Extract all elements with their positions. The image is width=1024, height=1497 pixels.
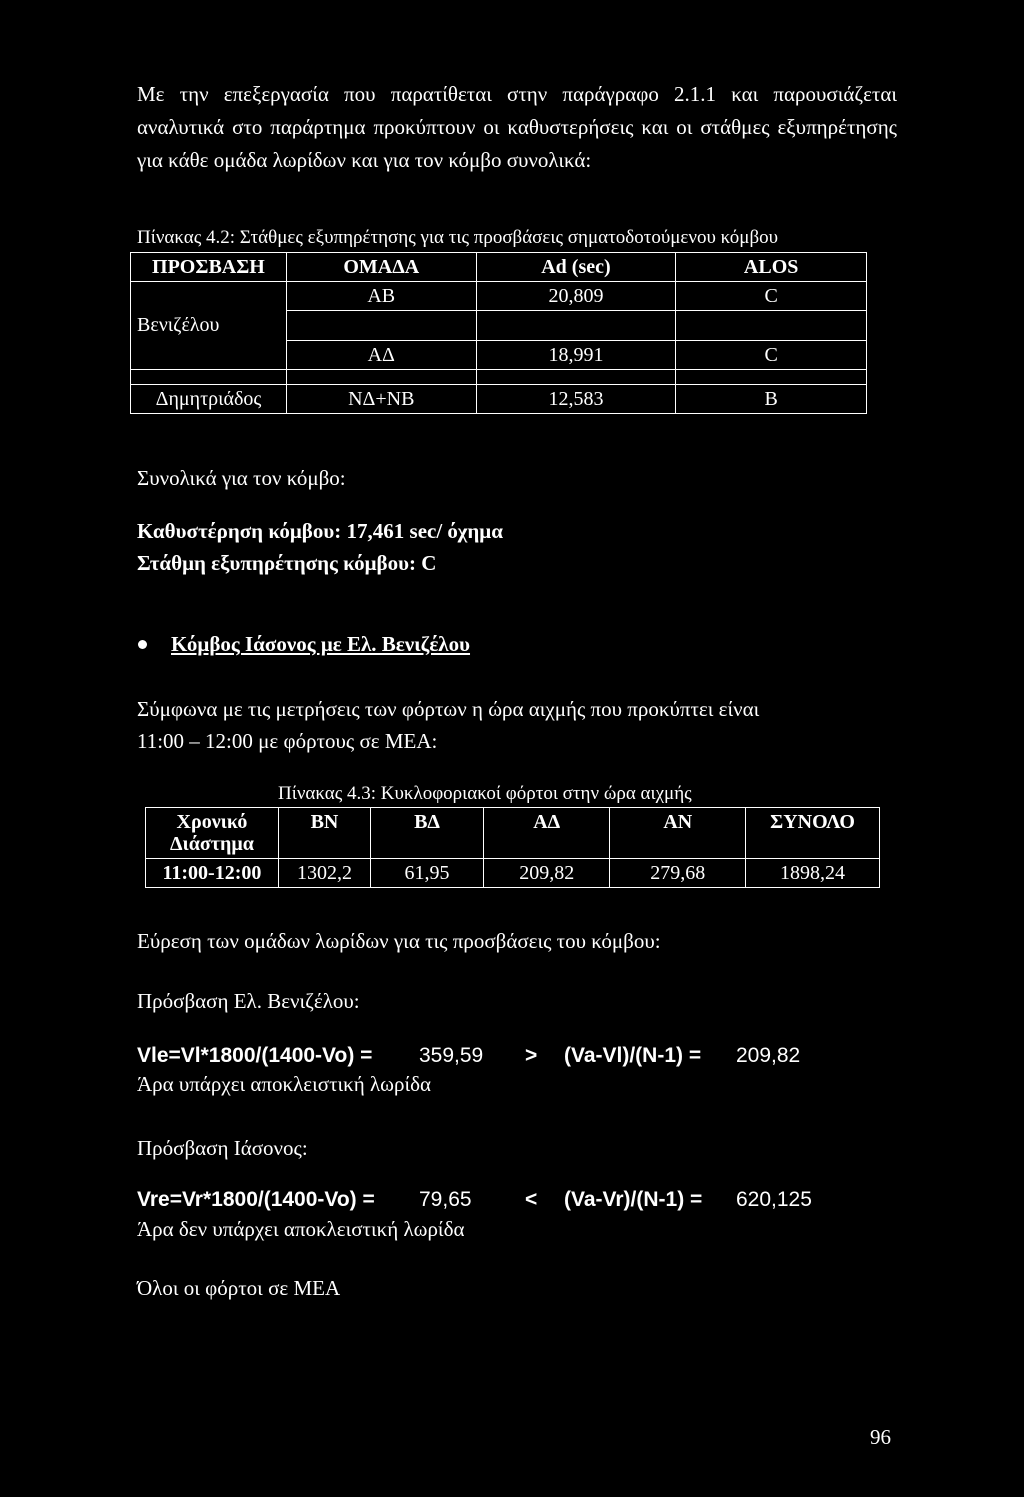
page-number: 96 — [870, 1425, 891, 1449]
table-cell: 20,809 — [476, 282, 676, 311]
formula-value: 359,59 — [419, 1044, 484, 1067]
table-cell: 1302,2 — [278, 859, 370, 888]
table-cell: ΝΔ+ΝΒ — [286, 385, 476, 414]
formula: Vre=Vr*1800/(1400-Vo) = — [137, 1188, 375, 1211]
header-cell: ΠΡΟΣΒΑΣΗ — [131, 253, 287, 282]
header-cell: ΑΔ — [483, 808, 610, 859]
header-cell: ΒΝ — [278, 808, 370, 859]
header-cell: ΒΔ — [371, 808, 484, 859]
formula-value: 209,82 — [736, 1044, 801, 1067]
header-cell: ALOS — [676, 253, 867, 282]
table-header-row — [131, 253, 867, 282]
table-cell: 209,82 — [483, 859, 610, 888]
table-cell: 12,583 — [476, 385, 676, 414]
volumes-table — [145, 807, 880, 888]
table-row — [131, 370, 867, 385]
table-cell: 61,95 — [371, 859, 484, 888]
table-cell: ΑΔ — [286, 341, 476, 370]
header-cell: ΟΜΑΔΑ — [286, 253, 476, 282]
measure-text-line1: Σύμφωνα με τις μετρήσεις των φόρτων η ώρα αιχμής που προκύπτει είναι — [137, 697, 760, 721]
table-cell: B — [676, 385, 867, 414]
table-cell: 1898,24 — [746, 859, 880, 888]
table-cell: 11:00-12:00 — [146, 859, 279, 888]
formula: (Va-Vr)/(N-1) = — [564, 1188, 703, 1211]
header-cell: ΣΥΝΟΛΟ — [746, 808, 880, 859]
table-row — [146, 859, 880, 888]
table-cell: 279,68 — [610, 859, 746, 888]
access1-title: Πρόσβαση Ελ. Βενιζέλου: — [137, 989, 360, 1013]
node-delay: Καθυστέρηση κόμβου: 17,461 sec/ όχημα — [137, 519, 503, 543]
formula-value: 620,125 — [736, 1188, 812, 1211]
table1-caption: Πίνακας 4.2: Στάθμες εξυπηρέτησης για τις προσβάσεις σηματοδοτούμενου κόμβου — [137, 227, 779, 248]
table-cell: C — [676, 341, 867, 370]
intro-paragraph: Με την επεξεργασία που παρατίθεται στην παράγραφο 2.1.1 και παρουσιάζεται αναλυτικά στο παράρτημα προκύπτουν οι καθυστερήσεις και οι στάθμες εξυπηρέτησης για κάθε ομάδα λωρίδων και για τον κόμβο συνολικά: — [137, 82, 897, 172]
comparison-operator: < — [525, 1188, 538, 1211]
access2-conclusion: Άρα δεν υπάρχει αποκλειστική λωρίδα — [137, 1217, 465, 1241]
formula: (Va-Vl)/(N-1) = — [564, 1044, 702, 1067]
table-row — [131, 282, 867, 311]
bullet-icon — [138, 640, 147, 649]
formula: Vle=Vl*1800/(1400-Vo) = — [137, 1044, 373, 1067]
table-cell: C — [676, 282, 867, 311]
final-note: Όλοι οι φόρτοι σε ΜΕΑ — [137, 1276, 341, 1300]
access2-title: Πρόσβαση Ιάσονος: — [137, 1136, 308, 1160]
table-cell: Δημητριάδος — [131, 385, 287, 414]
summary-label: Συνολικά για τον κόμβο: — [137, 466, 346, 490]
section-heading: Κόμβος Ιάσονος με Ελ. Βενιζέλου — [171, 632, 471, 656]
table2-caption: Πίνακας 4.3: Κυκλοφοριακοί φόρτοι στην ώρα αιχμής — [278, 783, 692, 804]
table-header-row — [146, 808, 880, 859]
node-los: Στάθμη εξυπηρέτησης κόμβου: C — [137, 551, 437, 575]
measure-text-line2: 11:00 – 12:00 με φόρτους σε ΜΕΑ: — [137, 729, 438, 753]
table-cell: ΑΒ — [286, 282, 476, 311]
header-cell: Ad (sec) — [476, 253, 676, 282]
table-cell: 18,991 — [476, 341, 676, 370]
formula-value: 79,65 — [419, 1188, 472, 1211]
los-table — [130, 252, 867, 414]
access1-conclusion: Άρα υπάρχει αποκλειστική λωρίδα — [137, 1072, 432, 1096]
header-cell: ΑΝ — [610, 808, 746, 859]
table-row — [131, 385, 867, 414]
access-venizelou: Βενιζέλου — [131, 282, 287, 370]
groups-heading: Εύρεση των ομάδων λωρίδων για τις προσβάσεις του κόμβου: — [137, 929, 661, 953]
comparison-operator: > — [525, 1044, 538, 1067]
header-cell: Χρονικό Διάστημα — [146, 808, 279, 859]
